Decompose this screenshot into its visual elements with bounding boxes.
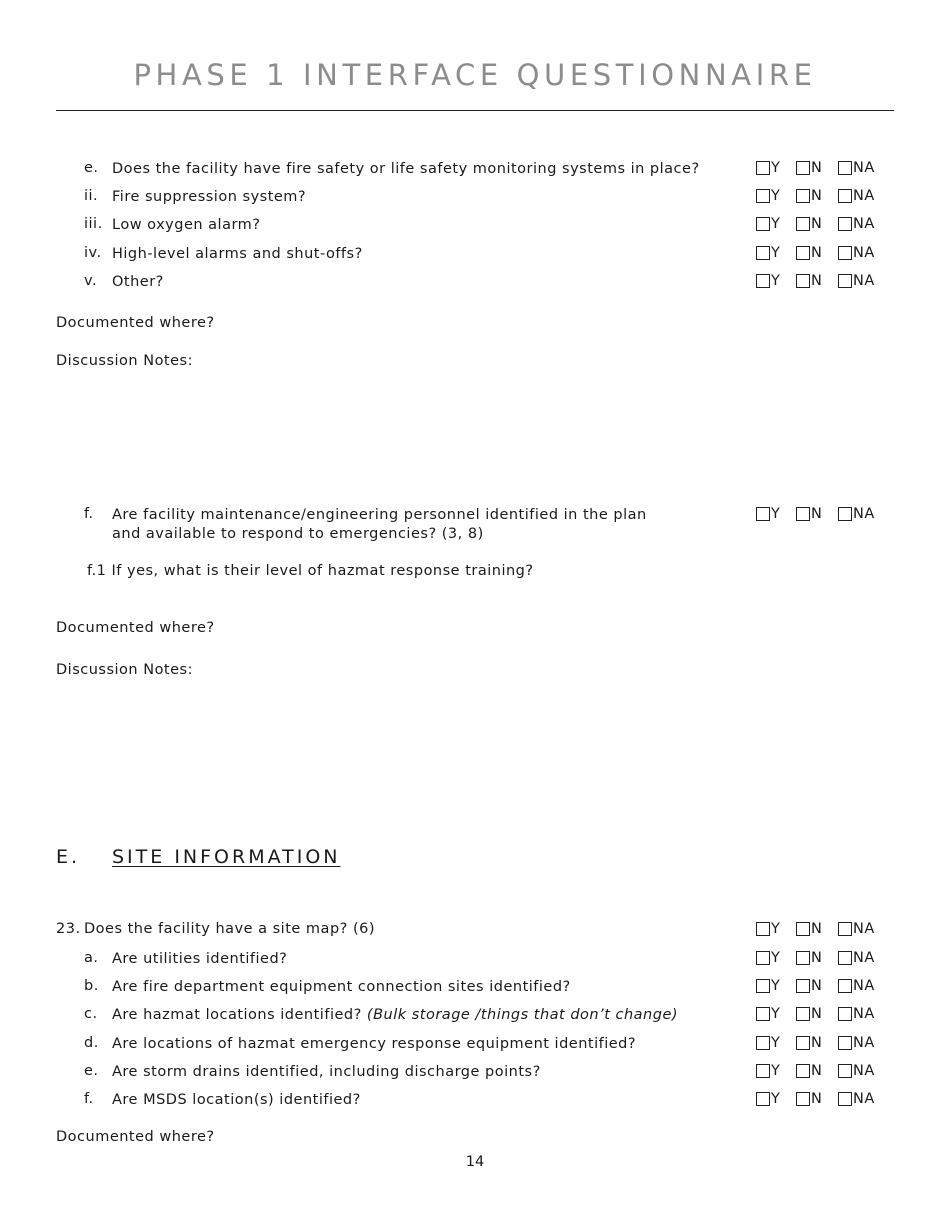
yes-no-na-group <box>756 189 896 207</box>
yes-label: Y <box>771 506 781 522</box>
na-label: NA <box>853 273 875 289</box>
page-title: PHASE 1 INTERFACE QUESTIONNAIRE <box>133 58 817 92</box>
item-marker: d. <box>84 1035 99 1051</box>
question-text: Does the facility have fire safety or life safety monitoring systems in place? <box>112 161 700 177</box>
yes-no-na-group <box>756 246 896 264</box>
no-label: N <box>811 273 823 289</box>
question-note: (Bulk storage /things that don’t change) <box>366 1007 679 1023</box>
discussion-notes-label: Discussion Notes: <box>56 662 193 678</box>
question-text-line2: and available to respond to emergencies? (3, 8) <box>112 526 484 542</box>
na-checkbox[interactable] <box>838 217 852 231</box>
na-checkbox[interactable] <box>838 1007 852 1021</box>
yes-no-na-group <box>756 1092 896 1110</box>
question-text: Are MSDS location(s) identified? <box>112 1092 361 1108</box>
yes-label: Y <box>771 216 781 232</box>
followup-question: f.1 If yes, what is their level of hazmat response training? <box>87 563 534 579</box>
yes-no-na-group <box>756 1007 896 1025</box>
no-label: N <box>811 160 823 176</box>
no-checkbox[interactable] <box>796 161 810 175</box>
na-label: NA <box>853 216 875 232</box>
na-label: NA <box>853 188 875 204</box>
no-checkbox[interactable] <box>796 274 810 288</box>
no-label: N <box>811 216 823 232</box>
documented-where-label: Documented where? <box>56 1129 215 1145</box>
na-label: NA <box>853 245 875 261</box>
item-marker: a. <box>84 950 99 966</box>
na-label: NA <box>853 950 875 966</box>
yes-no-na-group <box>756 217 896 235</box>
yes-checkbox[interactable] <box>756 189 770 203</box>
no-checkbox[interactable] <box>796 922 810 936</box>
na-label: NA <box>853 1006 875 1022</box>
item-marker: e. <box>84 1063 99 1079</box>
question-text <box>112 1006 678 1025</box>
yes-label: Y <box>771 978 781 994</box>
item-marker: 23. <box>56 921 81 937</box>
header-divider <box>56 110 894 111</box>
yes-no-na-group <box>756 507 896 525</box>
no-label: N <box>811 1063 823 1079</box>
na-label: NA <box>853 1035 875 1051</box>
yes-checkbox[interactable] <box>756 1064 770 1078</box>
na-checkbox[interactable] <box>838 1064 852 1078</box>
documented-where-label: Documented where? <box>56 620 215 636</box>
na-label: NA <box>853 1091 875 1107</box>
no-checkbox[interactable] <box>796 217 810 231</box>
item-marker: f. <box>84 1091 94 1107</box>
no-checkbox[interactable] <box>796 1036 810 1050</box>
yes-label: Y <box>771 273 781 289</box>
yes-no-na-group <box>756 274 896 292</box>
yes-no-na-group <box>756 161 896 179</box>
na-checkbox[interactable] <box>838 161 852 175</box>
yes-no-na-group <box>756 922 896 940</box>
yes-checkbox[interactable] <box>756 217 770 231</box>
yes-label: Y <box>771 950 781 966</box>
question-text: Are storm drains identified, including discharge points? <box>112 1064 541 1080</box>
na-label: NA <box>853 921 875 937</box>
yes-label: Y <box>771 1006 781 1022</box>
question-text: Does the facility have a site map? (6) <box>84 921 375 937</box>
na-checkbox[interactable] <box>838 979 852 993</box>
na-checkbox[interactable] <box>838 922 852 936</box>
no-label: N <box>811 950 823 966</box>
question-text-line1: Are facility maintenance/engineering personnel identified in the plan <box>112 507 647 523</box>
na-checkbox[interactable] <box>838 246 852 260</box>
no-label: N <box>811 1035 823 1051</box>
na-label: NA <box>853 160 875 176</box>
item-marker: e. <box>84 160 99 176</box>
na-label: NA <box>853 978 875 994</box>
question-text: High-level alarms and shut-offs? <box>112 246 363 262</box>
item-marker: ii. <box>84 188 99 204</box>
yes-checkbox[interactable] <box>756 274 770 288</box>
yes-checkbox[interactable] <box>756 161 770 175</box>
na-checkbox[interactable] <box>838 507 852 521</box>
section-letter: E. <box>56 846 81 868</box>
yes-label: Y <box>771 1063 781 1079</box>
item-marker: iv. <box>84 245 102 261</box>
no-checkbox[interactable] <box>796 1064 810 1078</box>
question-text: Low oxygen alarm? <box>112 217 261 233</box>
na-label: NA <box>853 506 875 522</box>
item-marker: iii. <box>84 216 103 232</box>
no-label: N <box>811 188 823 204</box>
yes-no-na-group <box>756 1064 896 1082</box>
yes-label: Y <box>771 1035 781 1051</box>
no-label: N <box>811 921 823 937</box>
no-checkbox[interactable] <box>796 189 810 203</box>
no-checkbox[interactable] <box>796 507 810 521</box>
question-text: Fire suppression system? <box>112 189 307 205</box>
yes-label: Y <box>771 1091 781 1107</box>
na-checkbox[interactable] <box>838 274 852 288</box>
no-label: N <box>811 245 823 261</box>
yes-label: Y <box>771 921 781 937</box>
yes-checkbox[interactable] <box>756 1007 770 1021</box>
question-text: Are locations of hazmat emergency response equipment identified? <box>112 1036 637 1052</box>
yes-checkbox[interactable] <box>756 1036 770 1050</box>
no-checkbox[interactable] <box>796 1007 810 1021</box>
na-checkbox[interactable] <box>838 1092 852 1106</box>
no-checkbox[interactable] <box>796 246 810 260</box>
no-label: N <box>811 1006 823 1022</box>
no-label: N <box>811 978 823 994</box>
documented-where-label: Documented where? <box>56 315 215 331</box>
no-checkbox[interactable] <box>796 1092 810 1106</box>
yes-no-na-group <box>756 951 896 969</box>
question-main-text: Are hazmat locations identified? <box>112 1007 362 1023</box>
yes-checkbox[interactable] <box>756 922 770 936</box>
item-marker: c. <box>84 1006 98 1022</box>
na-checkbox[interactable] <box>838 189 852 203</box>
question-text: Other? <box>112 274 164 290</box>
yes-no-na-group <box>756 979 896 997</box>
page-number: 14 <box>465 1154 485 1170</box>
na-checkbox[interactable] <box>838 1036 852 1050</box>
yes-checkbox[interactable] <box>756 246 770 260</box>
question-text: Are fire department equipment connection sites identified? <box>112 979 571 995</box>
discussion-notes-label: Discussion Notes: <box>56 353 193 369</box>
yes-label: Y <box>771 245 781 261</box>
item-marker: v. <box>84 273 98 289</box>
na-label: NA <box>853 1063 875 1079</box>
yes-no-na-group <box>756 1036 896 1054</box>
yes-checkbox[interactable] <box>756 979 770 993</box>
no-label: N <box>811 1091 823 1107</box>
no-checkbox[interactable] <box>796 979 810 993</box>
item-marker: f. <box>84 506 94 522</box>
yes-checkbox[interactable] <box>756 507 770 521</box>
yes-checkbox[interactable] <box>756 951 770 965</box>
yes-label: Y <box>771 188 781 204</box>
yes-checkbox[interactable] <box>756 1092 770 1106</box>
na-checkbox[interactable] <box>838 951 852 965</box>
yes-label: Y <box>771 160 781 176</box>
item-marker: b. <box>84 978 99 994</box>
no-label: N <box>811 506 823 522</box>
question-text: Are utilities identified? <box>112 951 288 967</box>
no-checkbox[interactable] <box>796 951 810 965</box>
section-title: SITE INFORMATION <box>112 846 341 868</box>
